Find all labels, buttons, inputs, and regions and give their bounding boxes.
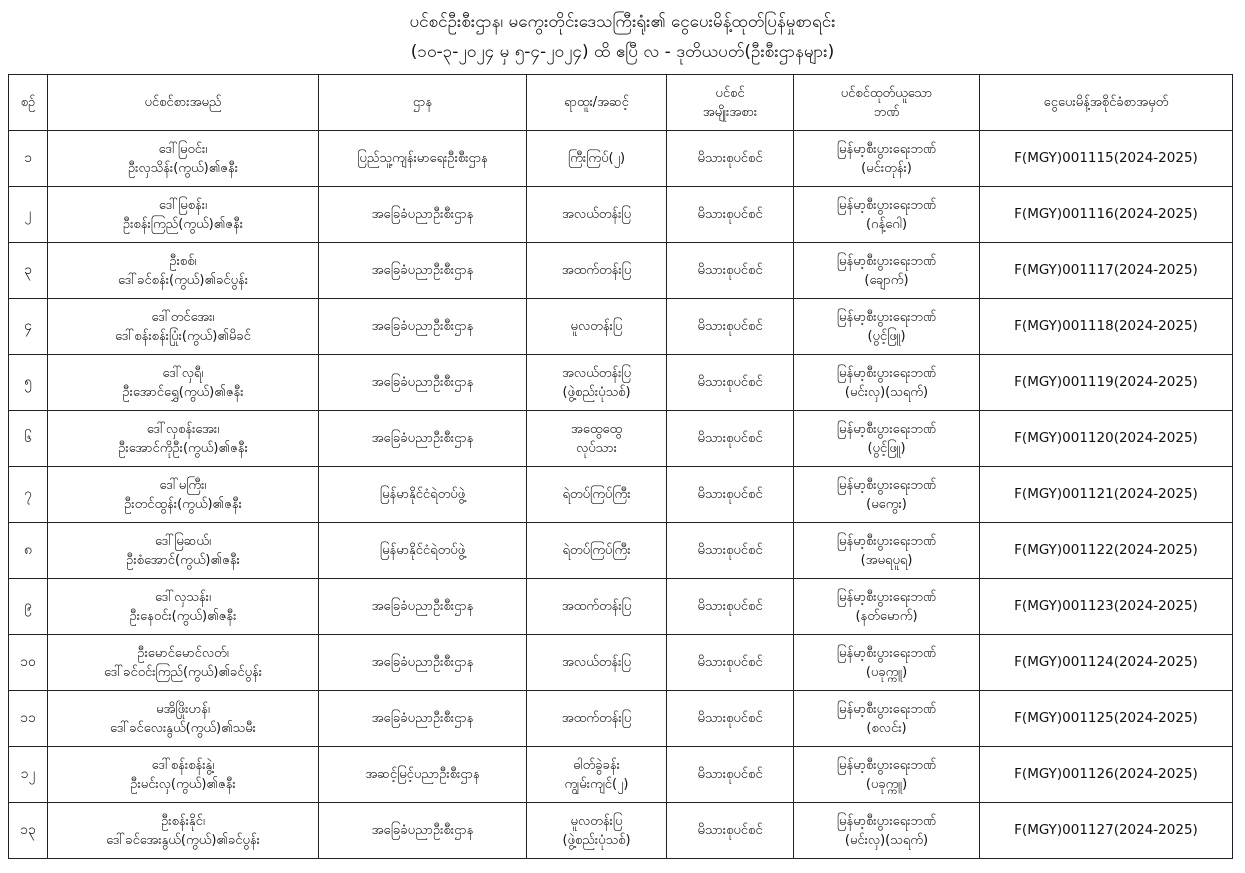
bank-cell	[794, 243, 980, 299]
license-number-cell: F(MGY)001120(2024-2025)	[980, 411, 1233, 467]
department-cell: အဆင့်မြင့်ပညာဦးစီးဌာန	[319, 747, 527, 803]
bank-cell	[794, 747, 980, 803]
pensioner-relation: ဒေါ်ခင်ဝင်းကြည်(ကွယ်)၏ခင်ပွန်း	[103, 664, 263, 680]
license-number-cell: F(MGY)001124(2024-2025)	[980, 635, 1233, 691]
rank-cell	[527, 299, 667, 355]
bank-name: မြန်မာ့စီးပွားရေးဘဏ်	[836, 365, 937, 381]
department-cell: အခြေခံပညာဦးစီးဌာန	[319, 579, 527, 635]
table-row	[9, 523, 1233, 579]
table-row	[9, 803, 1233, 859]
license-number-cell: F(MGY)001115(2024-2025)	[980, 131, 1233, 187]
pensioner-name-cell	[48, 803, 319, 859]
rank-cell	[527, 747, 667, 803]
license-number-cell: F(MGY)001122(2024-2025)	[980, 523, 1233, 579]
license-number-cell: F(MGY)001123(2024-2025)	[980, 579, 1233, 635]
header-pension-type-line1: ပင်စင်	[715, 85, 745, 101]
pensioner-name: ဦးစန်းနိုင်၊	[161, 813, 205, 829]
pensioner-name: ဒေါ်လှစန်းအေး၊	[146, 421, 220, 437]
department-cell: မြန်မာနိုင်ငံရဲတပ်ဖွဲ့	[319, 467, 527, 523]
header-bank	[794, 75, 980, 131]
bank-branch: (ပခုက္ကူ)	[865, 664, 908, 680]
pensioner-name: ဒေါ်မြစန်း၊	[158, 197, 208, 213]
bank-branch: (မကွေး)	[866, 496, 907, 512]
rank-cell	[527, 691, 667, 747]
header-rank: ရာထူး/အဆင့်	[527, 75, 667, 131]
bank-name: မြန်မာ့စီးပွားရေးဘဏ်	[836, 813, 937, 829]
rank-line1: အထက်တန်းပြ	[561, 711, 632, 726]
pensioner-name: ဒေါ်မြဆယ်၊	[154, 533, 212, 549]
pensioner-name-cell	[48, 579, 319, 635]
bank-cell	[794, 299, 980, 355]
table-header-row	[9, 75, 1233, 131]
bank-name: မြန်မာ့စီးပွားရေးဘဏ်	[836, 701, 937, 717]
pension-type-cell: မိသားစုပင်စင်	[667, 523, 794, 579]
rank-cell	[527, 411, 667, 467]
license-number-cell: F(MGY)001117(2024-2025)	[980, 243, 1233, 299]
row-number: ၄	[9, 299, 48, 355]
pensioner-relation: ဒေါ်စန်းစန်းပြုံး(ကွယ်)၏မိခင်	[115, 328, 251, 344]
bank-cell	[794, 691, 980, 747]
bank-branch: (နတ်မောက်)	[855, 608, 918, 624]
page-title: ပင်စင်ဦးစီးဌာန၊ မကွေးတိုင်းဒေသကြီးရုံး၏ ငွေပေးမိန့်ထုတ်ပြန်မှုစာရင်း	[409, 12, 836, 32]
header-pension-type	[667, 75, 794, 131]
pension-type-cell: မိသားစုပင်စင်	[667, 747, 794, 803]
row-number: ၁	[9, 131, 48, 187]
pensioner-name-cell	[48, 131, 319, 187]
pensioner-relation: ဦးစံအောင်(ကွယ်)၏ဇနီး	[126, 552, 240, 568]
table-row	[9, 355, 1233, 411]
table-row	[9, 747, 1233, 803]
rank-line1: ဓါတ်ခွဲခန်း	[573, 757, 620, 773]
bank-name: မြန်မာ့စီးပွားရေးဘဏ်	[836, 309, 937, 325]
row-number: ၇	[9, 467, 48, 523]
table-row	[9, 467, 1233, 523]
rank-line2: (ဖွဲ့စည်းပုံသစ်)	[562, 832, 631, 848]
rank-line1: မူလတန်းပြ	[570, 813, 623, 829]
bank-branch: (ပခုက္ကူ)	[865, 776, 908, 792]
pensioner-name: ဦးစစ်၊	[169, 253, 197, 269]
table-row	[9, 187, 1233, 243]
row-number: ၈	[9, 523, 48, 579]
rank-cell	[527, 635, 667, 691]
pension-type-cell: မိသားစုပင်စင်	[667, 803, 794, 859]
pension-type-cell: မိသားစုပင်စင်	[667, 355, 794, 411]
table-row	[9, 579, 1233, 635]
department-cell: အခြေခံပညာဦးစီးဌာန	[319, 299, 527, 355]
license-number-cell: F(MGY)001119(2024-2025)	[980, 355, 1233, 411]
rank-line2: (ဖွဲ့စည်းပုံသစ်)	[562, 384, 631, 400]
pensioner-name: ဒေါ်မြဝင်း၊	[158, 141, 208, 157]
pensioner-relation: ဒေါ်ခင်အေးနွယ်(ကွယ်)၏ခင်ပွန်း	[106, 832, 260, 848]
bank-branch: (ပွင့်ဖြူ)	[867, 328, 906, 344]
rank-cell	[527, 187, 667, 243]
rank-line1: အထက်တန်းပြ	[561, 263, 632, 278]
pensioner-relation: ဦးနေဝင်း(ကွယ်)၏ဇနီး	[129, 608, 237, 624]
rank-line2: လုပ်သား	[576, 440, 617, 456]
department-cell: အခြေခံပညာဦးစီးဌာန	[319, 411, 527, 467]
pensioner-relation: ဒေါ်ခင်လေးနွယ်(ကွယ်)၏သမီး	[110, 720, 256, 736]
pension-type-cell: မိသားစုပင်စင်	[667, 691, 794, 747]
bank-branch: (မင်းလှ)(သရက်)	[844, 832, 929, 848]
bank-branch: (ဂန့်ဂေါ)	[865, 216, 908, 232]
bank-name: မြန်မာ့စီးပွားရေးဘဏ်	[836, 421, 937, 437]
pensioner-relation: ဦးတင်ထွန်း(ကွယ်)၏ဇနီး	[124, 496, 242, 512]
rank-cell	[527, 467, 667, 523]
header-license: ငွေပေးမိန့်အစိုင်ခံစာအမှတ်	[980, 75, 1233, 131]
pension-type-cell: မိသားစုပင်စင်	[667, 579, 794, 635]
bank-branch: (မင်းလှ)(သရက်)	[844, 384, 929, 400]
bank-name: မြန်မာ့စီးပွားရေးဘဏ်	[836, 197, 937, 213]
pension-type-cell: မိသားစုပင်စင်	[667, 131, 794, 187]
bank-cell	[794, 131, 980, 187]
page-subtitle: (၁၀-၃-၂၀၂၄ မှ ၅-၄-၂၀၂၄) ထိ ဧပြီ လ - ဒုတိယပတ်(ဦးစီးဌာနများ)	[410, 42, 835, 62]
rank-line1: အထက်တန်းပြ	[561, 599, 632, 614]
table-row	[9, 411, 1233, 467]
bank-name: မြန်မာ့စီးပွားရေးဘဏ်	[836, 141, 937, 157]
bank-cell	[794, 523, 980, 579]
rank-line1: ရဲတပ်ကြပ်ကြီး	[562, 543, 631, 558]
header-no: စဉ်	[9, 75, 48, 131]
table-row	[9, 691, 1233, 747]
license-number-cell: F(MGY)001121(2024-2025)	[980, 467, 1233, 523]
bank-name: မြန်မာ့စီးပွားရေးဘဏ်	[836, 533, 937, 549]
bank-name: မြန်မာ့စီးပွားရေးဘဏ်	[836, 589, 937, 605]
pensioner-name-cell	[48, 467, 319, 523]
bank-cell	[794, 579, 980, 635]
rank-line1: ရဲတပ်ကြပ်ကြီး	[562, 487, 631, 502]
bank-cell	[794, 635, 980, 691]
bank-cell	[794, 187, 980, 243]
pensioner-name-cell	[48, 747, 319, 803]
pensioner-name-cell	[48, 635, 319, 691]
bank-branch: (ပွင့်ဖြူ)	[867, 440, 906, 456]
department-cell: မြန်မာနိုင်ငံရဲတပ်ဖွဲ့	[319, 523, 527, 579]
pensioner-relation: ဦးစန်းကြည်(ကွယ်)၏ဇနီး	[122, 216, 244, 232]
rank-line2: ကျွမ်းကျင်(၂)	[564, 776, 629, 792]
row-number: ၆	[9, 411, 48, 467]
pension-type-cell: မိသားစုပင်စင်	[667, 635, 794, 691]
pensioner-relation: ဒေါ်ခင်စန်း(ကွယ်)၏ခင်ပွန်း	[117, 272, 249, 288]
pension-table	[8, 74, 1233, 859]
header-department: ဌာန	[319, 75, 527, 131]
bank-branch: (စလင်း)	[866, 720, 907, 736]
table-row	[9, 243, 1233, 299]
pensioner-name-cell	[48, 411, 319, 467]
rank-line1: အထွေထွေ	[570, 421, 623, 437]
license-number-cell: F(MGY)001127(2024-2025)	[980, 803, 1233, 859]
pension-type-cell: မိသားစုပင်စင်	[667, 467, 794, 523]
row-number: ၁၂	[9, 747, 48, 803]
rank-line1: ကြီးကြပ်(၂)	[567, 151, 626, 166]
rank-cell	[527, 131, 667, 187]
row-number: ၁၀	[9, 635, 48, 691]
license-number-cell: F(MGY)001116(2024-2025)	[980, 187, 1233, 243]
bank-cell	[794, 355, 980, 411]
pensioner-name-cell	[48, 299, 319, 355]
pensioner-name: ဒေါ်လှရီ၊	[162, 365, 204, 381]
pensioner-relation: ဦးအောင်ကိုဦး(ကွယ်)၏ဇနီး	[118, 440, 248, 456]
department-cell: အခြေခံပညာဦးစီးဌာန	[319, 243, 527, 299]
rank-line1: အလယ်တန်းပြ	[561, 207, 632, 222]
rank-cell	[527, 243, 667, 299]
header-bank-line2: ဘဏ်	[873, 104, 900, 120]
pensioner-name: ဒေါ်တင်အေး၊	[151, 309, 215, 325]
bank-name: မြန်မာ့စီးပွားရေးဘဏ်	[836, 757, 937, 773]
rank-cell	[527, 803, 667, 859]
table-row	[9, 635, 1233, 691]
license-number-cell: F(MGY)001118(2024-2025)	[980, 299, 1233, 355]
rank-line1: မူလတန်းပြ	[570, 319, 623, 334]
pensioner-name: ဒေါ်လှသန်း၊	[154, 589, 212, 605]
pensioner-name: ဦးမောင်မောင်လတ်၊	[137, 645, 229, 661]
rank-line1: အလယ်တန်းပြ	[561, 365, 632, 381]
rank-cell	[527, 355, 667, 411]
table-row	[9, 299, 1233, 355]
pensioner-name-cell	[48, 243, 319, 299]
pensioner-name: ဒေါ်မကြီး၊	[159, 477, 207, 493]
pensioner-relation: ဦးမင်းလှ(ကွယ်)၏ဇနီး	[130, 776, 236, 792]
bank-branch: (မင်းတုန်း)	[861, 160, 912, 176]
rank-line1: အလယ်တန်းပြ	[561, 655, 632, 670]
bank-cell	[794, 803, 980, 859]
department-cell: အခြေခံပညာဦးစီးဌာန	[319, 803, 527, 859]
pensioner-name-cell	[48, 523, 319, 579]
pensioner-name: ဒေါ်စန်းစန်းနွဲ့၊	[151, 757, 215, 773]
bank-branch: (ချောက်)	[864, 272, 909, 288]
row-number: ၂	[9, 187, 48, 243]
pensioner-name-cell	[48, 691, 319, 747]
pensioner-name-cell	[48, 355, 319, 411]
row-number: ၃	[9, 243, 48, 299]
pensioner-relation: ဦးအောင်ရွှေ(ကွယ်)၏ဇနီး	[122, 384, 244, 400]
bank-branch: (အမရပူရ)	[860, 552, 913, 568]
bank-name: မြန်မာ့စီးပွားရေးဘဏ်	[836, 253, 937, 269]
row-number: ၁၁	[9, 691, 48, 747]
pensioner-name: မအိဖြိုးဟန်၊	[156, 701, 210, 717]
pension-type-cell: မိသားစုပင်စင်	[667, 411, 794, 467]
pension-type-cell: မိသားစုပင်စင်	[667, 299, 794, 355]
department-cell: အခြေခံပညာဦးစီးဌာန	[319, 187, 527, 243]
rank-cell	[527, 579, 667, 635]
pensioner-relation: ဦးလှသိန်း(ကွယ်)၏ဇနီး	[127, 160, 239, 176]
header-bank-line1: ပင်စင်ထုတ်ယူသော	[840, 85, 933, 101]
bank-cell	[794, 467, 980, 523]
pensioner-name-cell	[48, 187, 319, 243]
rank-cell	[527, 523, 667, 579]
department-cell: အခြေခံပညာဦးစီးဌာန	[319, 691, 527, 747]
header-pension-type-line2: အမျိုးအစား	[702, 104, 758, 120]
department-cell: ပြည်သူ့ကျန်းမာရေးဦးစီးဌာန	[319, 131, 527, 187]
department-cell: အခြေခံပညာဦးစီးဌာန	[319, 355, 527, 411]
bank-name: မြန်မာ့စီးပွားရေးဘဏ်	[836, 645, 937, 661]
pension-type-cell: မိသားစုပင်စင်	[667, 187, 794, 243]
pension-type-cell: မိသားစုပင်စင်	[667, 243, 794, 299]
bank-name: မြန်မာ့စီးပွားရေးဘဏ်	[836, 477, 937, 493]
department-cell: အခြေခံပညာဦးစီးဌာန	[319, 635, 527, 691]
bank-cell	[794, 411, 980, 467]
row-number: ၉	[9, 579, 48, 635]
table-row	[9, 131, 1233, 187]
header-name: ပင်စင်စားအမည်	[48, 75, 319, 131]
row-number: ၅	[9, 355, 48, 411]
license-number-cell: F(MGY)001125(2024-2025)	[980, 691, 1233, 747]
license-number-cell: F(MGY)001126(2024-2025)	[980, 747, 1233, 803]
row-number: ၁၃	[9, 803, 48, 859]
